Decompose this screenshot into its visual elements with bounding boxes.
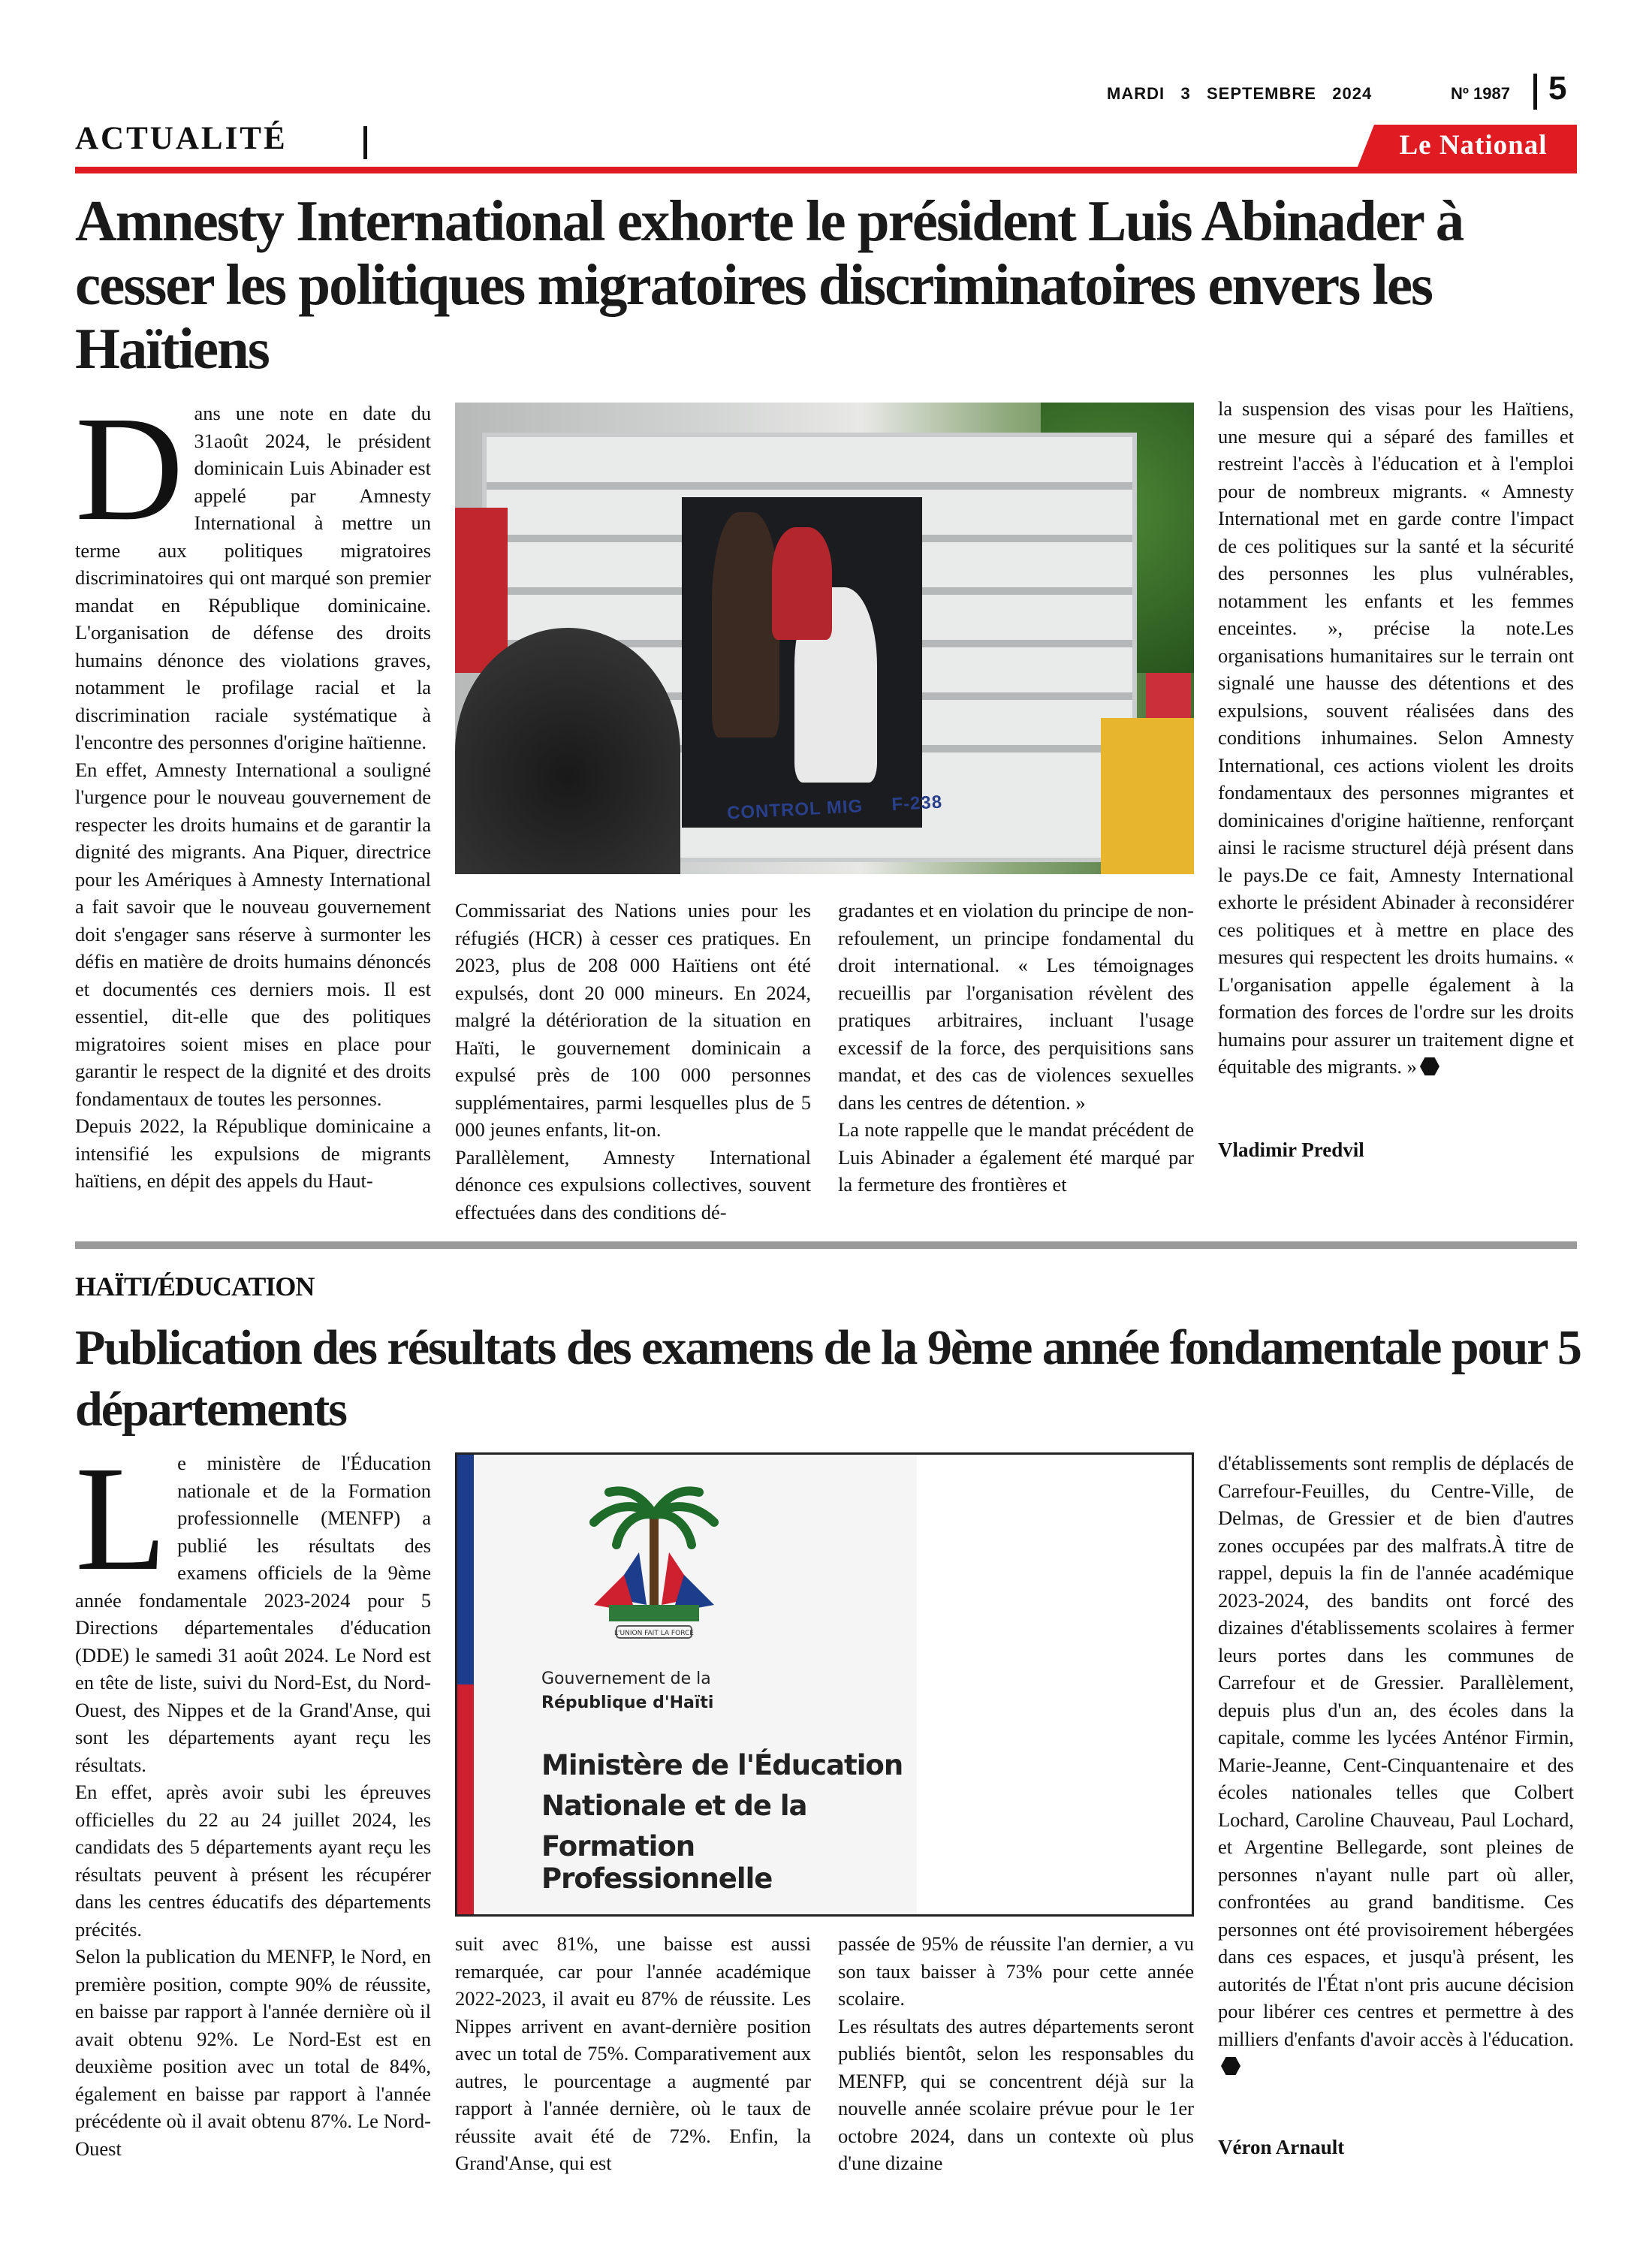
paragraph: En effet, Amnesty International a souligné l'urgence pour le nouveau gouvernement de respecter les droits humains et de garantir la dignité des migrants. Ana Piquer, directrice pour les Amériques à Amnesty International a fait savoir que le nouveau gouvernement doit s'engager sans réserve à surmonter les défis en matière de droits humains dénoncés et documentés ces derniers mois. Il est essentiel, dit-elle que des politiques migratoires soient mises en place pour garantir le respect de la dignité et des droits fondamentaux de toutes les personnes. xyxy=(75,758,431,1110)
paragraph: suit avec 81%, une baisse est aussi remarquée, car pour l'année académique 2022-2023, il avait eu 87% de réussite. Les Nippes arrivent en avant-dernière position avec un total de 75%. Comparativement aux autres, le pourcentage a augmenté par rapport à l'année dernière, où le taux de réussite avait été de 72%. Enfin, la Grand'Anse, qui est xyxy=(455,1932,811,2174)
article1-column-1 xyxy=(75,386,431,1195)
truck-label-text: CONTROL MIG F-238 xyxy=(726,792,943,824)
flag-red-stripe xyxy=(457,1684,474,1914)
end-mark-icon xyxy=(1420,1057,1439,1075)
photo-crowd-foreground xyxy=(455,628,680,874)
paragraph: d'établissements sont remplis de déplacés de Carrefour-Feuilles, du Centre-Ville, de Delmas, de Gressier et de bien d'autres zones occupées par des malfrats.À titre de rappel, depuis la fin de l'année académique 2023-2024, des bandits ont forcé des dizaines d'établissements scolaires à fermer leurs portes dans les communes de Carrefour et de Gressier. Parallèlement, depuis plus d'un an, des écoles dans la capitale, comme les lycées Anténor Firmin, Marie-Jeanne, Cent-Cinquantenaire et des écoles nationales telles que Colbert Lochard, Caroline Chauveau, Paul Lochard, et Argentine Bellegarde, sont pleines de personnes n'ayant nulle part où aller, confrontées au grand banditisme. Ces personnes ont été provisoirement hébergées dans ces espaces, et jusqu'à présent, les autorités de l'État n'ont pris aucune décision pour libérer ces centres et permettre à des milliers d'enfants d'avoir accès à l'éducation. xyxy=(1218,1452,1574,2050)
menfp-logo-image xyxy=(455,1452,1194,1917)
paragraph: ans une note en date du 31août 2024, le président dominicain Luis Abinader est appelé par Amnesty International à mettre un terme aux politiques migratoires discriminatoires qui ont marqué son premier mandat en République dominicaine. L'organisation de défense des droits humains dénonce des violations graves, notamment le profilage racial et la discrimination raciale systématique à l'encontre des personnes d'origine haïtienne. xyxy=(75,402,431,753)
flag-blue-stripe xyxy=(457,1455,474,1684)
photo-crowd xyxy=(455,508,508,673)
article2-headline: Publication des résultats des examens de la 9ème année fondamentale pour 5 départements xyxy=(75,1320,1581,1437)
article1-drop-cap: D xyxy=(75,386,184,552)
article2-column-1 xyxy=(75,1436,431,2162)
paragraph: Les résultats des autres départements seront publiés bientôt, selon les responsables du MENFP, qui se concentrent déjà sur la nouvelle année scolaire prévue pour le 1er octobre 2024, dans un contexte où plus d'une dizaine xyxy=(838,2014,1194,2174)
paragraph: Depuis 2022, la République dominicaine a intensifié les expulsions de migrants haïtiens, en dépit des appels du Haut- xyxy=(75,1114,431,1192)
paragraph: La note rappelle que le mandat précédent de Luis Abinader a également été marqué par la fermeture des frontières et xyxy=(838,1118,1194,1196)
logo-gov-line-1: Gouvernement de la xyxy=(541,1669,711,1688)
issue-number: Nº 1987 xyxy=(1451,84,1510,103)
logo-panel xyxy=(474,1455,917,1914)
article2-section-label: HAÏTI/ÉDUCATION xyxy=(75,1271,315,1301)
end-mark-icon xyxy=(1221,2057,1241,2075)
section-separator xyxy=(363,126,367,159)
logo-ministry-line-2: Nationale et de la xyxy=(541,1790,807,1822)
paragraph: Commissariat des Nations unies pour les réfugiés (HCR) à cesser ces pratiques. En 2023, plus de 208 000 Haïtiens ont été expulsés, dont 20 000 mineurs. En 2024, malgré la détérioration de la situation en Haïti, le gouvernement dominicain a expulsé près de 100 000 personnes supplémentaires, parmi lesquelles plus de 5 000 jeunes enfants, lit-on. xyxy=(455,899,811,1141)
photo-person-yellow-shirt xyxy=(1101,718,1194,874)
article2-column-4 xyxy=(1218,1449,1574,2080)
coat-motto: L'UNION FAIT LA FORCE xyxy=(614,1630,694,1637)
logo-ministry-line-3: Formation Professionnelle xyxy=(541,1830,773,1895)
article2-author: Véron Arnault xyxy=(1218,2136,1345,2158)
header-separator xyxy=(1533,74,1537,110)
paragraph: En effet, après avoir subi les épreuves officielles du 22 au 24 juillet 2024, les candidats des 5 départements ayant reçu les résultats peuvent à présent les récupérer dans les centres éducatifs des départements précités. xyxy=(75,1781,431,1941)
paragraph: passée de 95% de réussite l'an dernier, a vu son taux baisser à 73% pour cette année scolaire. xyxy=(838,1932,1194,2010)
logo-ministry-line-1: Ministère de l'Éducation xyxy=(541,1749,903,1781)
article2-column-3 xyxy=(838,1930,1194,2177)
page-number: 5 xyxy=(1548,70,1567,107)
photo-truck-door xyxy=(682,497,922,828)
article1-column-4 xyxy=(1218,395,1574,1081)
article1-author: Vladimir Predvil xyxy=(1218,1139,1364,1161)
coat-of-arms-icon xyxy=(564,1485,744,1650)
article2-drop-cap: L xyxy=(75,1436,167,1602)
article1-photo xyxy=(455,403,1194,874)
article1-column-3 xyxy=(838,897,1194,1199)
article-divider xyxy=(75,1241,1577,1249)
header-rule xyxy=(75,167,1577,173)
paragraph: la suspension des visas pour les Haïtiens, une mesure qui a séparé des familles et restreint l'accès à l'éducation et à l'emploi pour de nombreux migrants. « Amnesty International met en garde contre l'impact de ces politiques sur la santé et la sécurité des personnes les plus vulnérables, notamment les enfants et les femmes enceintes. », précise la note.Les organisations humanitaires sur le terrain ont signalé une hausse des détentions et des expulsions, souvent réalisées dans des conditions inhumaines. Selon Amnesty International, ces actions violent les droits fondamentaux des personnes migrantes et dominicaines d'origine haïtienne, renforçant ainsi le racisme structurel déjà présent dans le pays.De ce fait, Amnesty International exhorte le président Abinader à reconsidérer ces politiques et à mettre en place des mesures qui respectent les droits humains. « L'organisation appelle également à la formation des forces de l'ordre sur les droits humains pour assurer un traitement digne et équitable des migrants. » xyxy=(1218,397,1574,1078)
paragraph: e ministère de l'Éducation nationale et de la Formation professionnelle (MENFP) a publié les résultats des examens officiels de la 9ème année fondamentale 2023-2024 pour 5 Directions départementales d'éducation (DDE) le samedi 31 août 2024. Le Nord est en tête de liste, suivi du Nord-Est, du Nord-Ouest, des Nippes et de la Grand'Anse, qui sont les départements ayant reçu les résultats. xyxy=(75,1452,431,1776)
brand-name: Le National xyxy=(1399,130,1548,161)
paragraph: Parallèlement, Amnesty International dénonce ces expulsions collectives, souvent effectuées dans des conditions dé- xyxy=(455,1145,811,1223)
article1-headline: Amnesty International exhorte le président Luis Abinader à cesser les politiques migratoires discriminatoires envers les Haïtiens xyxy=(75,189,1464,381)
paragraph: gradantes et en violation du principe de non-refoulement, un principe fondamental du droit international. « Les témoignages recueillis par l'organisation révèlent des pratiques arbitraires, incluant l'usage excessif de la force, des perquisitions sans mandat, et des cas de violences sexuelles dans les centres de détention. » xyxy=(838,899,1194,1114)
article1-column-2 xyxy=(455,897,811,1226)
paragraph: Selon la publication du MENFP, le Nord, en première position, compte 90% de réussite, en baisse par rapport à l'année dernière où il avait obtenu 92%. Le Nord-Est est en deuxième position avec un total de 84%, également en baisse par rapport à l'année précédente où il avait obtenu 87%. Le Nord-Ouest xyxy=(75,1945,431,2160)
issue-date: MARDI 3 SEPTEMBRE 2024 xyxy=(1107,84,1373,103)
logo-gov-line-2: République d'Haïti xyxy=(541,1694,714,1712)
section-label: ACTUALITÉ xyxy=(75,121,288,156)
article2-column-2 xyxy=(455,1930,811,2177)
